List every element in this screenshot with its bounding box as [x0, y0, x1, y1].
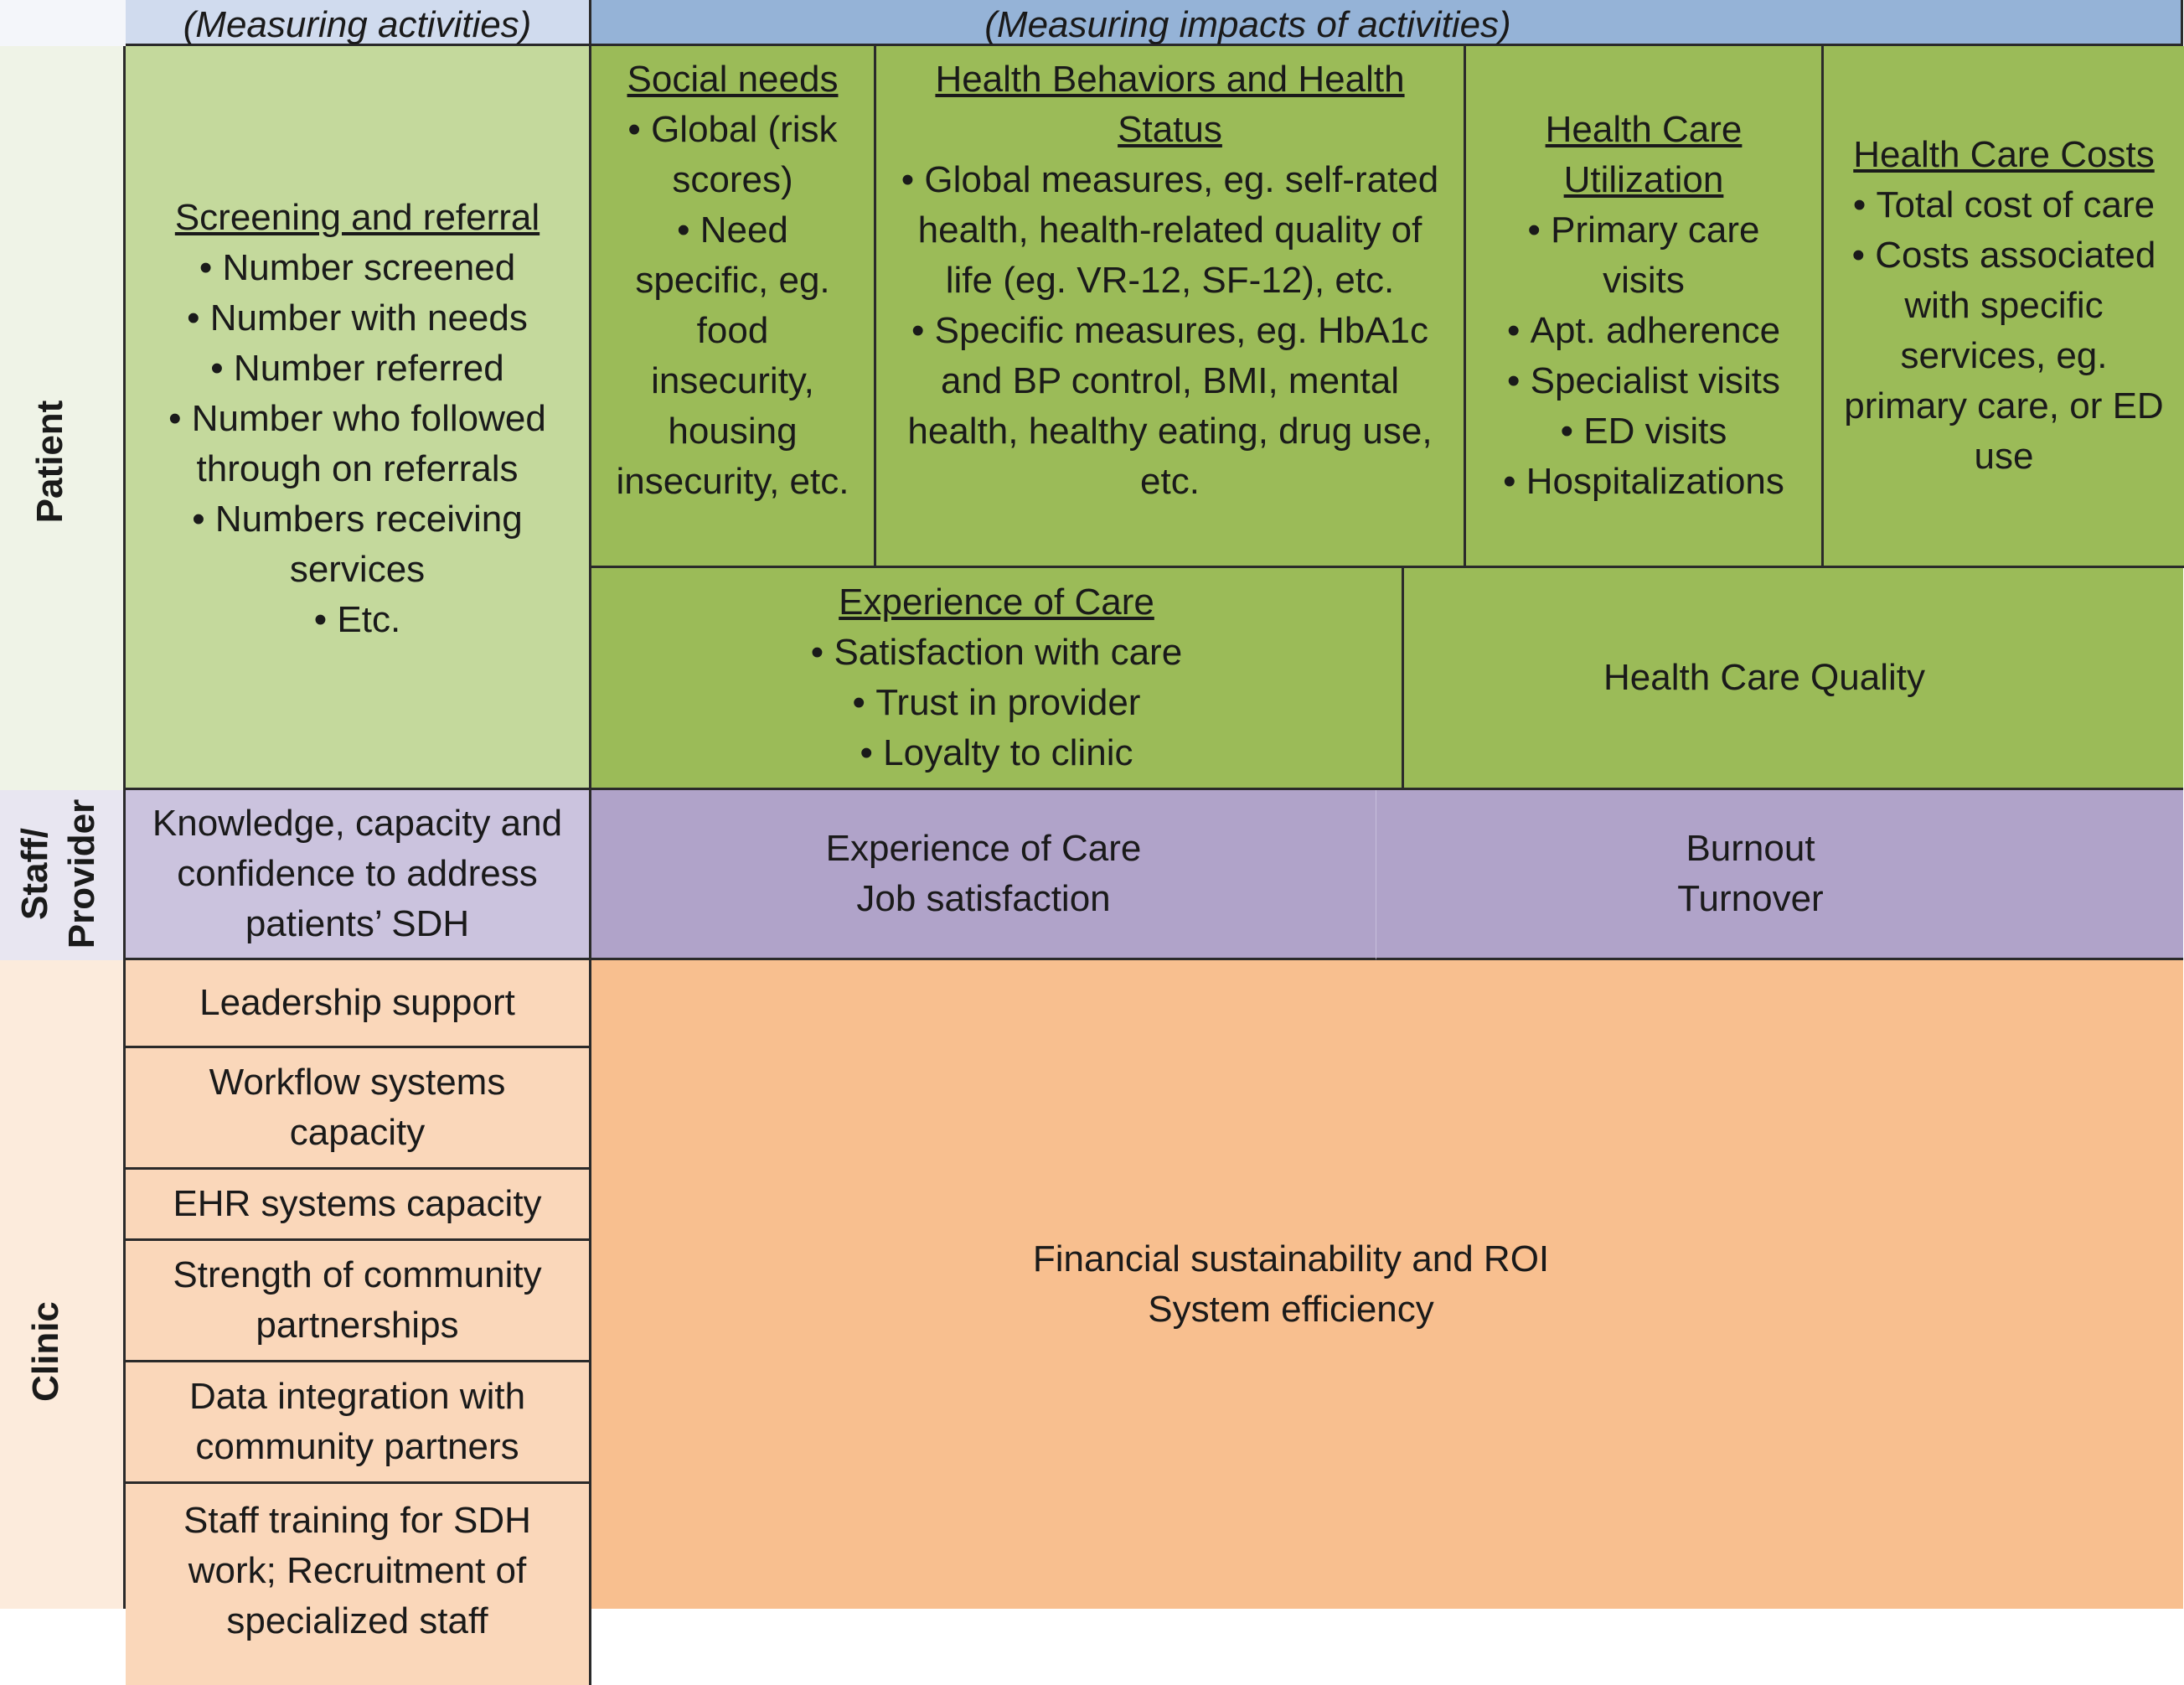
list-item: • ED visits — [1483, 406, 1805, 457]
row-label-clinic-text: Clinic — [25, 1301, 66, 1402]
staff-experience-line2: Job satisfaction — [856, 878, 1111, 919]
health-care-quality-cell — [1404, 568, 2183, 790]
clinic-item-label: Staff training for SDH work; Recruitment of specialized staff — [183, 1500, 531, 1641]
list-item: • Loyalty to clinic — [811, 728, 1182, 778]
list-item: • Trust in provider — [811, 678, 1182, 728]
list-item: • Specialist visits — [1483, 356, 1805, 406]
utilization-cell — [1466, 46, 1824, 568]
list-item: • Satisfaction with care — [811, 628, 1182, 678]
health-behaviors-list — [900, 155, 1440, 507]
patient-experience-heading: Experience of Care — [839, 581, 1154, 623]
list-item: • Need specific, eg. food insecurity, housing insecurity, etc. — [612, 205, 853, 507]
staff-activity-cell — [126, 790, 591, 960]
list-item: • Total cost of care — [1841, 180, 2167, 230]
staff-activity-text: Knowledge, capacity and confidence to address patients’ SDH — [152, 803, 563, 944]
clinic-impact-line2: System efficiency — [1148, 1289, 1434, 1330]
clinic-item-label: Workflow systems capacity — [209, 1062, 506, 1153]
social-needs-cell — [591, 46, 876, 568]
header-impacts-label: (Measuring impacts of activities) — [984, 4, 1511, 45]
row-label-patient — [0, 46, 126, 790]
costs-cell — [1824, 46, 2184, 568]
list-item: • Hospitalizations — [1483, 457, 1805, 507]
header-activities-label: (Measuring activities) — [183, 4, 532, 45]
staff-burnout-line2: Turnover — [1677, 878, 1824, 919]
clinic-item-data-integration — [126, 1362, 591, 1484]
clinic-impact-line1: Financial sustainability and ROI — [1032, 1238, 1550, 1279]
header-activities — [126, 0, 591, 46]
health-care-quality-text: Health Care Quality — [1603, 657, 1925, 698]
list-item: • Number who followed through on referrals — [142, 394, 572, 494]
clinic-item-leadership — [126, 960, 591, 1048]
costs-heading: Health Care Costs — [1853, 134, 2155, 175]
health-behaviors-cell — [876, 46, 1466, 568]
clinic-item-ehr — [126, 1170, 591, 1241]
patient-experience-list — [811, 628, 1182, 778]
row-label-patient-text: Patient — [29, 400, 70, 524]
staff-burnout-line1: Burnout — [1686, 828, 1815, 869]
row-label-staff — [0, 790, 126, 960]
patient-screening-cell — [126, 46, 591, 790]
utilization-heading: Health Care Utilization — [1545, 109, 1743, 200]
clinic-item-label: EHR systems capacity — [173, 1183, 542, 1224]
health-behaviors-heading: Health Behaviors and Health Status — [935, 59, 1405, 150]
list-item: • Global (risk scores) — [612, 105, 853, 205]
list-item: • Apt. adherence — [1483, 306, 1805, 356]
header-impacts — [591, 0, 2183, 46]
list-item: • Numbers receiving services — [142, 494, 572, 595]
list-item: • Number referred — [142, 344, 572, 394]
costs-list — [1841, 180, 2167, 482]
clinic-item-label: Strength of community partnerships — [173, 1254, 542, 1346]
list-item: • Primary care visits — [1483, 205, 1805, 306]
clinic-item-partnerships — [126, 1241, 591, 1362]
screening-list — [142, 243, 572, 645]
clinic-item-workflow — [126, 1048, 591, 1170]
social-needs-heading: Social needs — [627, 59, 839, 100]
header-corner — [0, 0, 126, 46]
list-item: • Costs associated with specific services, eg. primary care, or ED use — [1841, 230, 2167, 482]
list-item: • Specific measures, eg. HbA1c and BP control, BMI, mental health, healthy eating, drug use, etc. — [900, 306, 1440, 507]
row-label-clinic — [0, 960, 126, 1609]
clinic-item-label: Data integration with community partners — [188, 1376, 526, 1467]
screening-heading: Screening and referral — [174, 197, 540, 238]
staff-burnout-cell — [1376, 790, 2183, 960]
patient-experience-cell — [591, 568, 1404, 790]
list-item: • Global measures, eg. self-rated health, health-related quality of life (eg. VR-12, SF-12), etc. — [900, 155, 1440, 306]
list-item: • Number with needs — [142, 293, 572, 344]
row-label-staff-line2: Provider — [61, 799, 102, 949]
list-item: • Etc. — [142, 595, 572, 645]
staff-experience-cell — [591, 790, 1376, 960]
clinic-item-label: Leadership support — [199, 982, 515, 1023]
clinic-item-staff-training — [126, 1484, 591, 1685]
staff-experience-line1: Experience of Care — [825, 828, 1142, 869]
list-item: • Number screened — [142, 243, 572, 293]
social-needs-list — [612, 105, 853, 507]
row-label-staff-line1: Staff/ — [14, 828, 55, 920]
clinic-impact-cell — [591, 960, 2183, 1609]
utilization-list — [1483, 205, 1805, 507]
